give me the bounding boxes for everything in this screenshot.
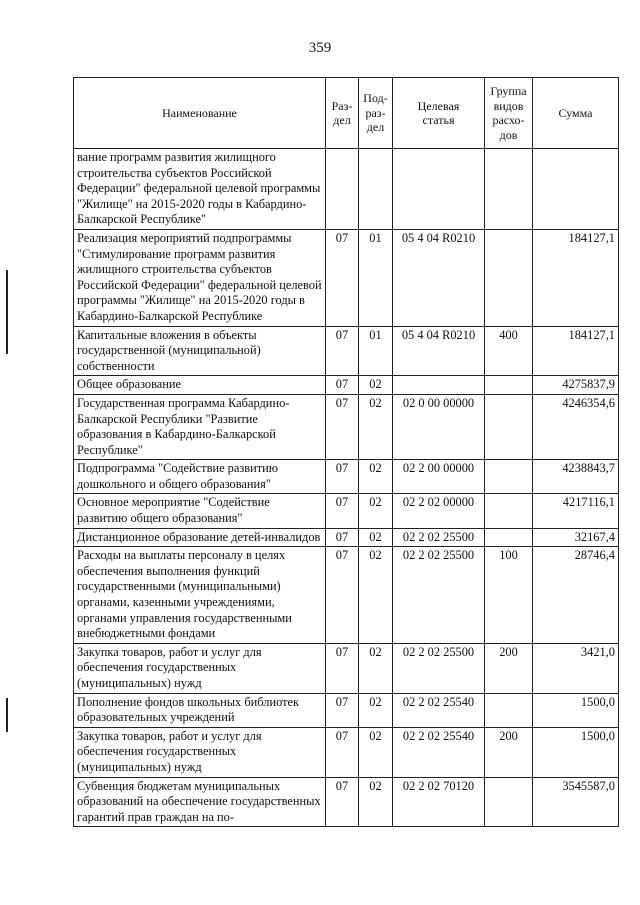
row-subsection: 02 (359, 494, 393, 528)
row-group (485, 528, 533, 547)
row-section: 07 (326, 727, 359, 777)
row-sum: 1500,0 (533, 693, 619, 727)
row-name: Основное мероприятие "Содействие развитию общего образования" (74, 494, 326, 528)
row-name: Общее образование (74, 376, 326, 395)
row-subsection: 02 (359, 693, 393, 727)
row-subsection: 02 (359, 376, 393, 395)
row-group (485, 376, 533, 395)
row-name: Государственная программа Кабардино-Балкарской Республики "Развитие образования в Кабардино-Балкарской Республике" (74, 394, 326, 459)
row-name: Дистанционное образование детей-инвалидов (74, 528, 326, 547)
row-section: 07 (326, 494, 359, 528)
table-row (74, 376, 619, 395)
header-sum (533, 78, 619, 149)
row-sum: 28746,4 (533, 547, 619, 644)
row-target: 02 0 00 00000 (393, 394, 485, 459)
row-name: Закупка товаров, работ и услуг для обеспечения государственных (муниципальных) нужд (74, 727, 326, 777)
table-row (74, 777, 619, 827)
row-group (485, 494, 533, 528)
row-target: 02 2 02 70120 (393, 777, 485, 827)
header-subsection-label: Под- раз- дел (363, 91, 388, 135)
row-section: 07 (326, 777, 359, 827)
row-sum: 184127,1 (533, 229, 619, 326)
table-row (74, 149, 619, 230)
row-subsection (359, 149, 393, 230)
row-sum: 4238843,7 (533, 460, 619, 494)
row-name: Субвенция бюджетам муниципальных образований на обеспечение государственных гарантий прав граждан на по- (74, 777, 326, 827)
row-group (485, 229, 533, 326)
row-section: 07 (326, 643, 359, 693)
table-header-row (74, 78, 619, 149)
header-sum-label: Сумма (558, 105, 593, 120)
row-group (485, 693, 533, 727)
row-target: 02 2 02 25500 (393, 643, 485, 693)
row-subsection: 02 (359, 727, 393, 777)
row-target: 02 2 02 25540 (393, 693, 485, 727)
page-number: 359 (308, 40, 332, 56)
row-name: Реализация мероприятий подпрограммы "Стимулирование программ развития жилищного строительства субъектов Российской Федерации" федеральной целевой программы "Жилище" на 2015-2020 годы в Кабардино-Балкарской Республике (74, 229, 326, 326)
table-row (74, 547, 619, 644)
header-group (485, 78, 533, 149)
table-row (74, 693, 619, 727)
table-row (74, 528, 619, 547)
header-section (326, 78, 359, 149)
row-subsection: 02 (359, 643, 393, 693)
margin-mark (6, 270, 8, 354)
row-sum (533, 149, 619, 230)
row-group (485, 149, 533, 230)
row-name: вание программ развития жилищного строительства субъектов Российской Федерации" федеральной целевой программы "Жилище" на 2015-2020 годы в Кабардино-Балкарской Республике" (74, 149, 326, 230)
row-sum: 4217116,1 (533, 494, 619, 528)
header-target (393, 78, 485, 149)
row-group: 200 (485, 727, 533, 777)
row-subsection: 01 (359, 229, 393, 326)
row-target (393, 376, 485, 395)
row-section: 07 (326, 547, 359, 644)
row-section: 07 (326, 326, 359, 376)
header-subsection (359, 78, 393, 149)
row-group: 400 (485, 326, 533, 376)
row-section: 07 (326, 460, 359, 494)
row-group (485, 777, 533, 827)
table-row (74, 229, 619, 326)
row-sum: 1500,0 (533, 727, 619, 777)
table-row (74, 326, 619, 376)
row-subsection: 02 (359, 547, 393, 644)
row-name: Капитальные вложения в объекты государственной (муниципальной) собственности (74, 326, 326, 376)
row-name: Расходы на выплаты персоналу в целях обеспечения выполнения функций государственными (муниципальными) органами, казенными учреждениями, органами управления государственными внебюджетными фондами (74, 547, 326, 644)
row-subsection: 02 (359, 394, 393, 459)
header-name-label: Наименование (162, 105, 237, 120)
row-group (485, 394, 533, 459)
row-section: 07 (326, 376, 359, 395)
row-group: 200 (485, 643, 533, 693)
table-row (74, 460, 619, 494)
header-name (74, 78, 326, 149)
row-section: 07 (326, 394, 359, 459)
row-sum: 4275837,9 (533, 376, 619, 395)
row-target: 02 2 02 00000 (393, 494, 485, 528)
table-row (74, 727, 619, 777)
header-section-label: Раз- дел (331, 98, 353, 127)
table-row (74, 494, 619, 528)
row-subsection: 01 (359, 326, 393, 376)
row-sum: 3545587,0 (533, 777, 619, 827)
row-section: 07 (326, 693, 359, 727)
row-group: 100 (485, 547, 533, 644)
row-group (485, 460, 533, 494)
row-target: 05 4 04 R0210 (393, 229, 485, 326)
row-subsection: 02 (359, 777, 393, 827)
budget-table (73, 77, 619, 827)
row-target: 02 2 00 00000 (393, 460, 485, 494)
row-target: 02 2 02 25540 (393, 727, 485, 777)
row-target: 02 2 02 25500 (393, 547, 485, 644)
row-sum: 184127,1 (533, 326, 619, 376)
header-target-label: Целевая статья (417, 98, 460, 127)
row-section (326, 149, 359, 230)
row-name: Закупка товаров, работ и услуг для обеспечения государственных (муниципальных) нужд (74, 643, 326, 693)
row-target: 05 4 04 R0210 (393, 326, 485, 376)
row-section: 07 (326, 229, 359, 326)
margin-mark (6, 698, 8, 732)
row-sum: 3421,0 (533, 643, 619, 693)
row-target: 02 2 02 25500 (393, 528, 485, 547)
row-sum: 32167,4 (533, 528, 619, 547)
row-subsection: 02 (359, 460, 393, 494)
row-subsection: 02 (359, 528, 393, 547)
table-row (74, 643, 619, 693)
row-section: 07 (326, 528, 359, 547)
row-target (393, 149, 485, 230)
row-sum: 4246354,6 (533, 394, 619, 459)
row-name: Подпрограмма "Содействие развитию дошкольного и общего образования" (74, 460, 326, 494)
table-row (74, 394, 619, 459)
row-name: Пополнение фондов школьных библиотек образовательных учреждений (74, 693, 326, 727)
header-group-label: Группа видов расхо- дов (490, 84, 527, 142)
